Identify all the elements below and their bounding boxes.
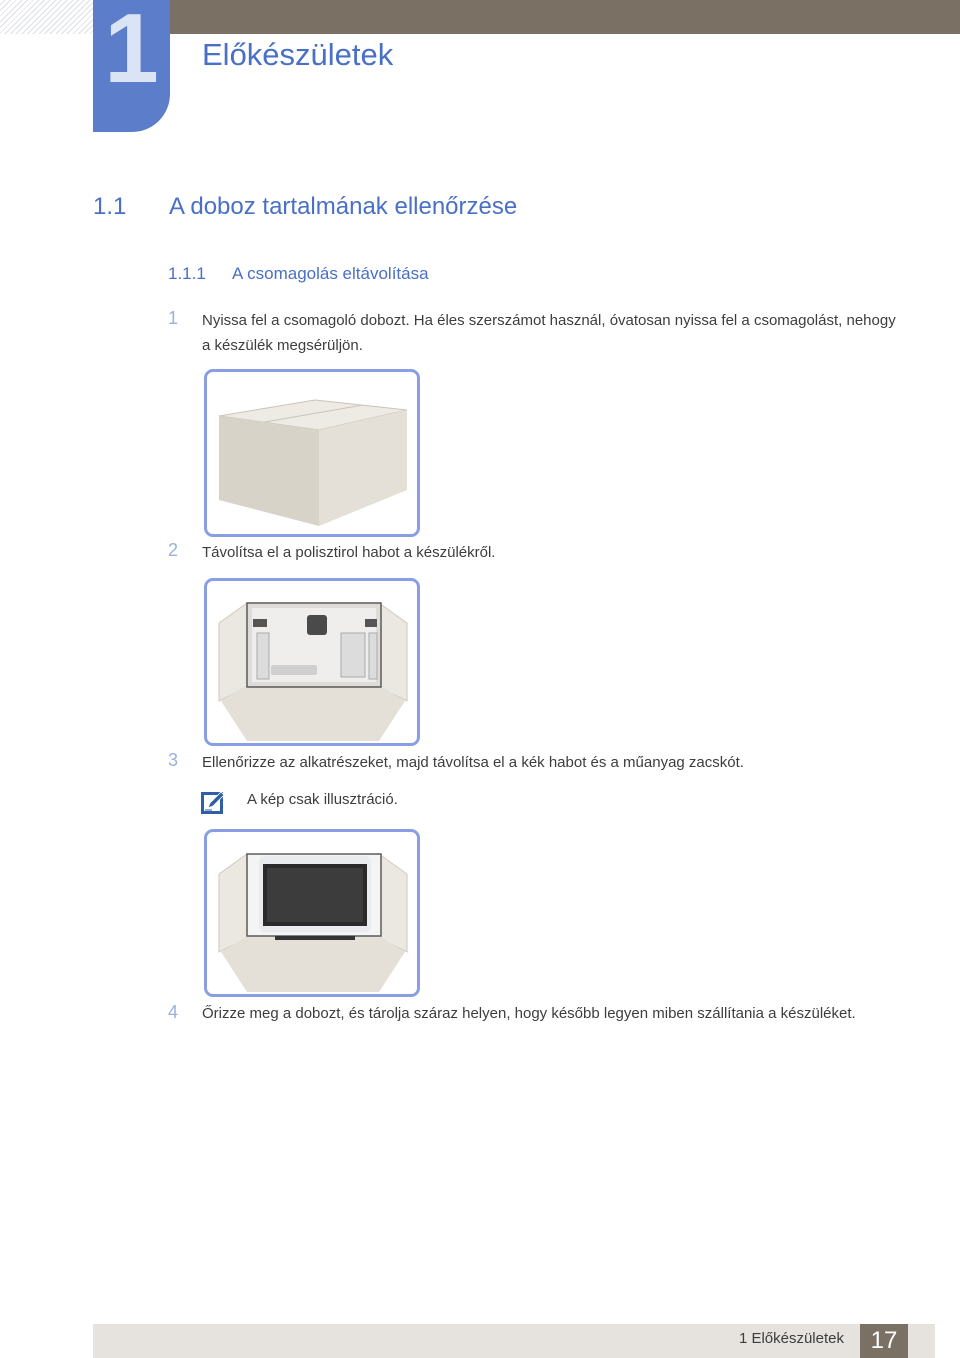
header-bar xyxy=(170,0,960,34)
chapter-title: Előkészületek xyxy=(202,37,394,72)
section-number: 1.1 xyxy=(93,193,127,220)
open-box-monitor-illustration xyxy=(207,832,417,994)
step-4-number: 4 xyxy=(168,1002,179,1022)
section-heading xyxy=(93,193,517,221)
note-text: A kép csak illusztráció. xyxy=(247,791,398,808)
step-4-text: Őrizze meg a dobozt, és tárolja száraz helyen, hogy később legyen miben szállítania a készüléket. xyxy=(202,1005,856,1022)
open-box-foam-illustration xyxy=(207,581,417,743)
figure-closed-box xyxy=(204,369,420,537)
step-2-text: Távolítsa el a polisztirol habot a készülékről. xyxy=(202,544,496,561)
chapter-tab xyxy=(93,0,170,132)
section-title: A doboz tartalmának ellenőrzése xyxy=(169,193,518,220)
footer-chapter-label: 1 Előkészületek xyxy=(738,1330,844,1347)
subsection-heading xyxy=(168,264,429,284)
figure-open-box-monitor xyxy=(204,829,420,997)
subsection-title: A csomagolás eltávolítása xyxy=(232,264,429,283)
step-3-number: 3 xyxy=(168,750,179,770)
header-hatch-pattern xyxy=(0,0,93,34)
step-1-number: 1 xyxy=(168,308,179,328)
chapter-number: 1 xyxy=(104,0,159,103)
page-number: 17 xyxy=(860,1324,908,1358)
step-1-text: Nyissa fel a csomagoló dobozt. Ha éles szerszámot használ, óvatosan nyissa fel a csomagolást, nehogy a készülék megsérüljön. xyxy=(202,312,896,354)
step-2-number: 2 xyxy=(168,540,179,560)
subsection-number: 1.1.1 xyxy=(168,264,206,283)
note-pencil-icon xyxy=(201,790,225,814)
step-3-text: Ellenőrizze az alkatrészeket, majd távolítsa el a kék habot és a műanyag zacskót. xyxy=(202,754,744,771)
figure-open-box-foam xyxy=(204,578,420,746)
closed-box-illustration xyxy=(207,372,417,534)
